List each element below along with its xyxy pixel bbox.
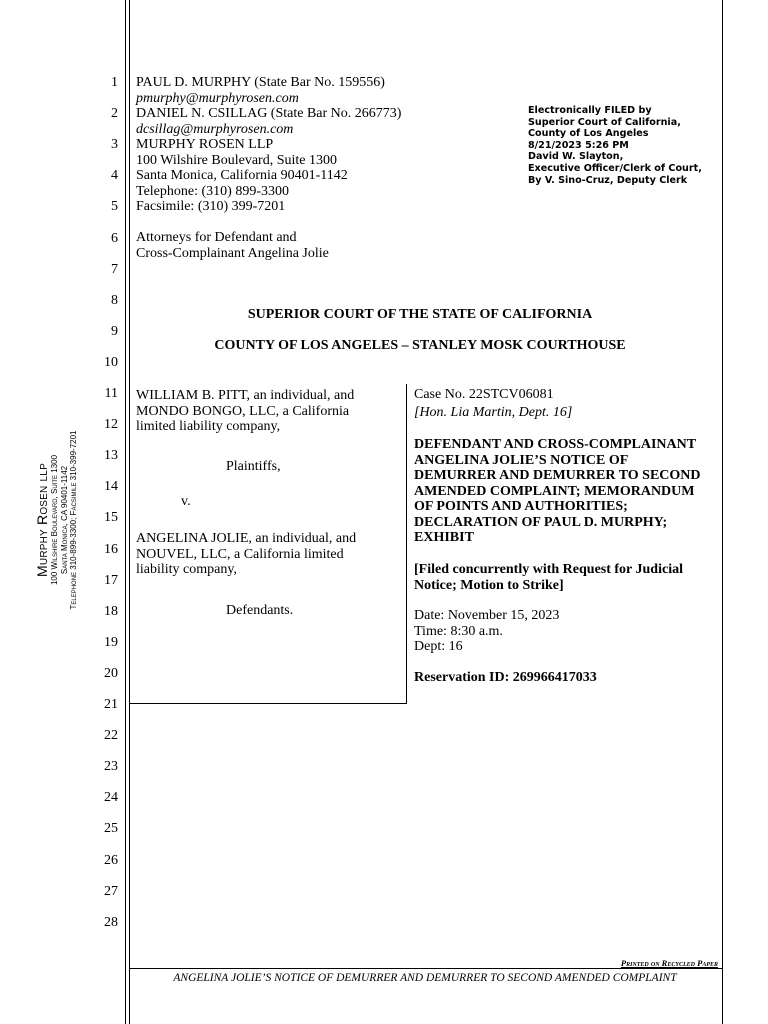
line-number: 1 bbox=[111, 75, 118, 90]
document-title-line: DECLARATION OF PAUL D. MURPHY; bbox=[414, 514, 668, 530]
footer-rule bbox=[129, 968, 723, 969]
firm-name: MURPHY ROSEN LLP bbox=[136, 137, 274, 152]
line-number: 4 bbox=[111, 168, 118, 184]
line-number: 19 bbox=[104, 634, 118, 650]
document-title-line: DEMURRER AND DEMURRER TO SECOND bbox=[414, 468, 701, 483]
line-number: 13 bbox=[104, 448, 118, 464]
firm-facsimile: Facsimile: (310) 399-7201 bbox=[136, 199, 286, 214]
line-number: 3 bbox=[111, 137, 118, 153]
line-number: 8 bbox=[111, 292, 118, 308]
firm-telephone: Telephone: (310) 899-3300 bbox=[136, 183, 289, 199]
line-number: 23 bbox=[104, 759, 118, 775]
case-number: Case No. 22STCV06081 bbox=[414, 387, 554, 402]
line-number: 25 bbox=[104, 821, 118, 837]
sidebar-phone: Telephone 310-899-3300; Facsimile 310-399-7201 bbox=[68, 430, 78, 610]
line-number: 26 bbox=[104, 852, 118, 868]
sidebar-firm-name: Murphy Rosen llp bbox=[33, 463, 50, 577]
line-number: 12 bbox=[104, 417, 118, 433]
line-number: 18 bbox=[104, 603, 118, 619]
filed-stamp-line: County of Los Angeles bbox=[528, 128, 649, 140]
hearing-date: Date: November 15, 2023 bbox=[414, 608, 560, 623]
line-number: 11 bbox=[104, 386, 118, 401]
hearing-info bbox=[414, 608, 559, 655]
defendants-line-2: NOUVEL, LLC, a California limited bbox=[136, 546, 344, 562]
line-number: 15 bbox=[104, 510, 118, 526]
plaintiffs-block bbox=[136, 388, 354, 435]
right-margin-rule bbox=[722, 0, 723, 1024]
line-number: 17 bbox=[104, 572, 118, 588]
judge: [Hon. Lia Martin, Dept. 16] bbox=[414, 405, 573, 420]
defendants-label: Defendants. bbox=[226, 603, 294, 618]
document-title-line: ANGELINA JOLIE’S NOTICE OF bbox=[414, 452, 629, 468]
filed-concurrently-line-2: Notice; Motion to Strike] bbox=[414, 577, 564, 593]
attorney-role-line-1: Attorneys for Defendant and bbox=[136, 230, 297, 245]
line-number: 27 bbox=[104, 883, 118, 899]
court-title: SUPERIOR COURT OF THE STATE OF CALIFORNIA bbox=[247, 307, 593, 322]
firm-address-1: 100 Wilshire Boulevard, Suite 1300 bbox=[136, 152, 337, 168]
sidebar-address-1: 100 Wilshire Boulevard, Suite 1300 bbox=[49, 454, 59, 586]
filed-stamp-line: Executive Officer/Clerk of Court, bbox=[528, 162, 702, 174]
filed-stamp-line: David W. Slayton, bbox=[528, 151, 624, 163]
attorney-block bbox=[136, 75, 401, 215]
filed-concurrently-line-1: [Filed concurrently with Request for Judicial bbox=[414, 562, 683, 577]
attorney-2-email: dcsillag@murphyrosen.com bbox=[136, 121, 294, 137]
line-number: 20 bbox=[104, 665, 118, 681]
court-county: COUNTY OF LOS ANGELES – STANLEY MOSK COURTHOUSE bbox=[214, 338, 626, 353]
line-number: 28 bbox=[104, 914, 118, 930]
plaintiffs-line-3: limited liability company, bbox=[136, 419, 281, 434]
line-number: 6 bbox=[111, 230, 118, 246]
line-number: 22 bbox=[104, 728, 118, 744]
attorney-role bbox=[136, 230, 329, 261]
attorney-2: DANIEL N. CSILLAG (State Bar No. 266773) bbox=[136, 106, 402, 121]
caption-divider-horizontal bbox=[129, 703, 407, 704]
plaintiffs-line-1: WILLIAM B. PITT, an individual, and bbox=[136, 388, 355, 403]
hearing-time: Time: 8:30 a.m. bbox=[414, 623, 503, 639]
defendants-line-1: ANGELINA JOLIE, an individual, and bbox=[136, 531, 357, 546]
caption-divider-vertical bbox=[406, 384, 407, 704]
filed-concurrently bbox=[414, 562, 683, 593]
line-number: 21 bbox=[104, 697, 118, 712]
line-numbers bbox=[88, 0, 118, 1024]
sidebar-address-2: Santa Monica, CA 90401-1142 bbox=[59, 465, 69, 575]
line-number: 7 bbox=[111, 261, 118, 277]
footer-title: ANGELINA JOLIE’S NOTICE OF DEMURRER AND DEMURRER TO SECOND AMENDED COMPLAINT bbox=[173, 972, 677, 984]
line-number: 16 bbox=[104, 541, 118, 557]
line-number: 2 bbox=[111, 106, 118, 122]
document-title-line: OF POINTS AND AUTHORITIES; bbox=[414, 499, 628, 514]
versus: v. bbox=[181, 494, 191, 509]
filed-stamp-line: Electronically FILED by bbox=[528, 105, 652, 116]
left-margin-rule-outer bbox=[125, 0, 126, 1024]
document-title-line: AMENDED COMPLAINT; MEMORANDUM bbox=[414, 483, 695, 499]
document-title bbox=[414, 437, 701, 546]
line-number: 5 bbox=[111, 199, 118, 215]
reservation-id: Reservation ID: 269966417033 bbox=[414, 670, 597, 685]
hearing-dept: Dept: 16 bbox=[414, 639, 463, 654]
recycled-paper-note: Printed on Recycled Paper bbox=[620, 958, 718, 968]
plaintiffs-line-2: MONDO BONGO, LLC, a California bbox=[136, 403, 350, 419]
firm-address-2: Santa Monica, California 90401-1142 bbox=[136, 168, 348, 183]
line-number: 24 bbox=[104, 790, 118, 806]
plaintiffs-label: Plaintiffs, bbox=[226, 459, 281, 474]
document-title-line: DEFENDANT AND CROSS-COMPLAINANT bbox=[414, 437, 697, 452]
filed-stamp-line: Superior Court of California, bbox=[528, 116, 681, 128]
filed-stamp-line: By V. Sino-Cruz, Deputy Clerk bbox=[528, 174, 688, 186]
attorney-1: PAUL D. MURPHY (State Bar No. 159556) bbox=[136, 75, 385, 90]
document-title-line: EXHIBIT bbox=[414, 530, 474, 545]
left-margin-rule-inner bbox=[129, 0, 130, 1024]
defendants-line-3: liability company, bbox=[136, 562, 237, 577]
e-filing-stamp bbox=[528, 105, 702, 186]
defendants-block bbox=[136, 531, 356, 578]
line-number: 14 bbox=[104, 479, 118, 495]
line-number: 10 bbox=[104, 354, 118, 370]
attorney-1-email: pmurphy@murphyrosen.com bbox=[136, 90, 299, 106]
attorney-role-line-2: Cross-Complainant Angelina Jolie bbox=[136, 245, 329, 261]
firm-sidebar bbox=[34, 431, 79, 610]
line-number: 9 bbox=[111, 323, 118, 339]
filed-stamp-line: 8/21/2023 5:26 PM bbox=[528, 139, 629, 151]
